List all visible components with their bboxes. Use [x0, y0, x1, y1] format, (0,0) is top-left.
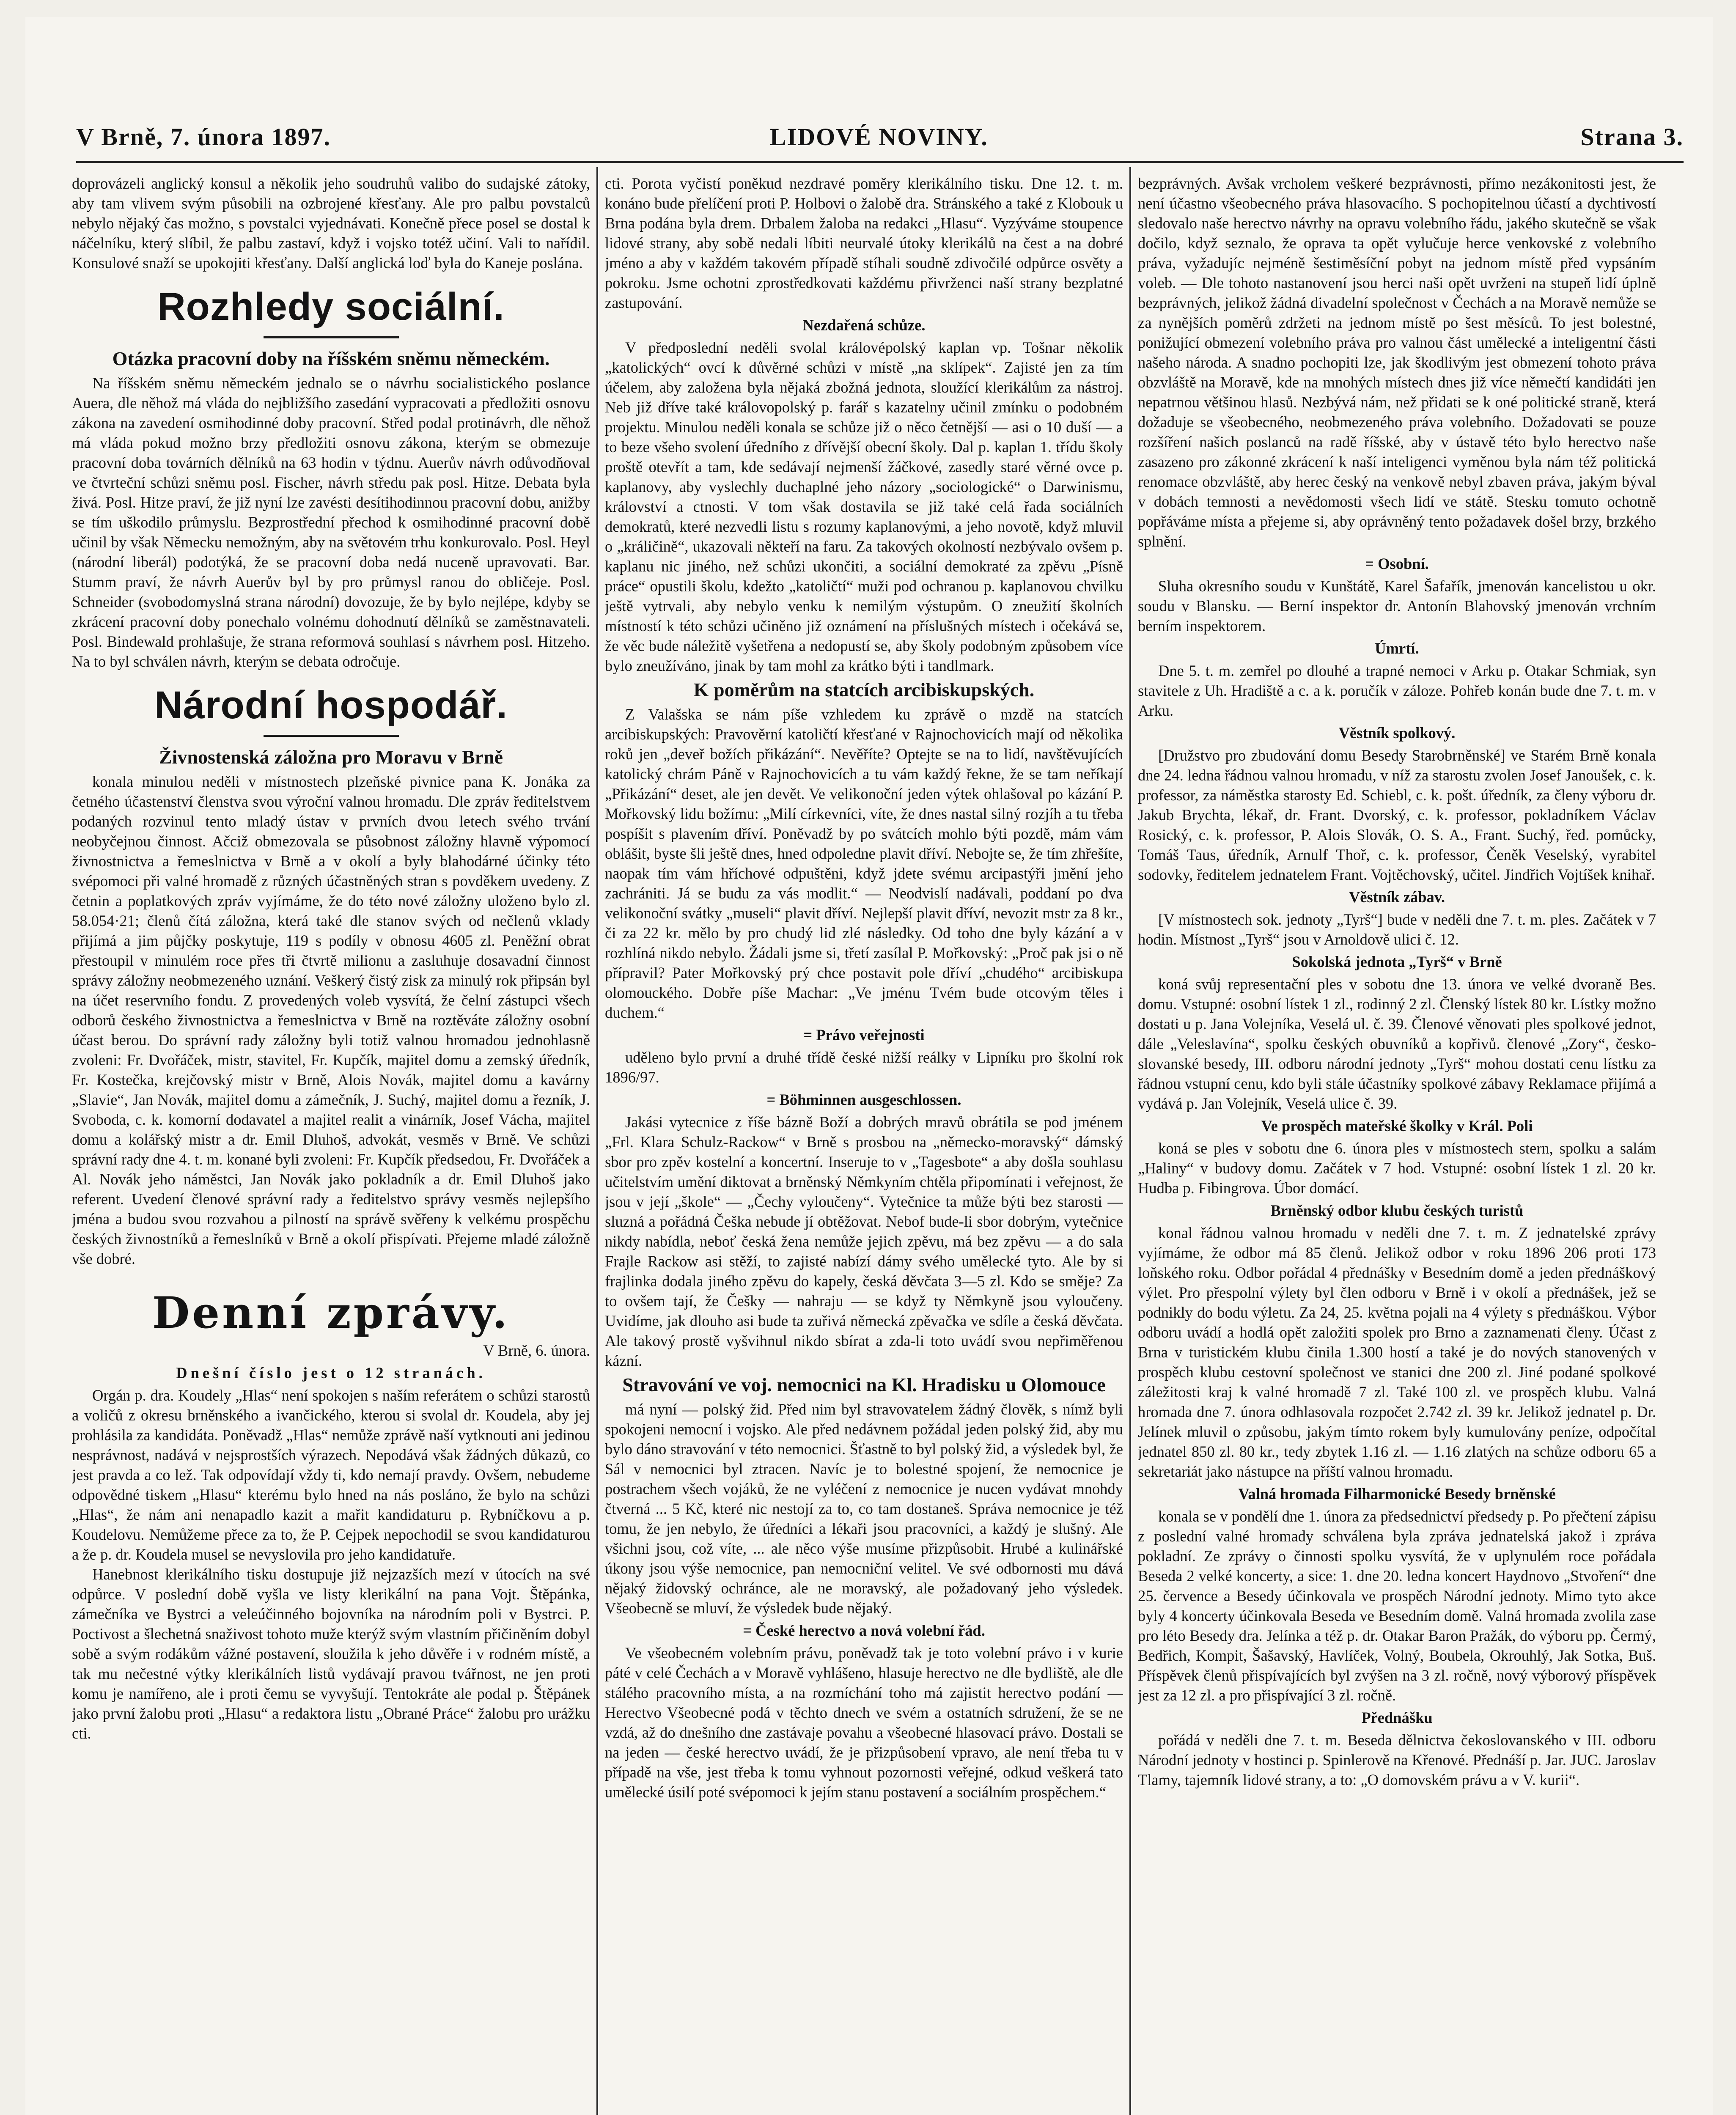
article-runin-heading: = České herectvo a nová volební řád.: [743, 1622, 985, 1639]
article-text: Orgán p. dra. Koudely „Hlas“ není spokojen s naším referátem o schůzi starostů a voličů z okresu brněnského a ivančického, kterou si svolal dr. Koudela, aby jej prohlásila za kandidáta. Poněvadž „Hlas“ nemůže zprávě naší vytknouti ani jedinou nesprávnost, nadává v nejsprostších výrazech. Nepodává však žádných důkazů, co jest pravda a co lež. Tak odpovídají vždy ti, kdo nemají pravdy. Ovšem, nebudeme odpovědné tiskem „Hlasu“ kterému bylo hned na nás posláno, že bylo na schůzi „Hlas“, že nám ani nenapadlo kazit a mařit kandidaturu p. Rybníčkovu a p. Koudelovu. Nemůžeme přece za to, že P. Cejpek nepochodil se svou kandidaturou a že p. dr. Koudela musel se nevyslovila pro jeho kandidatuře.: [72, 1387, 590, 1563]
section-heading: Rozhledy sociální.: [157, 285, 505, 328]
section-heading: Národní hospodář.: [154, 684, 508, 727]
section-heading: Denní zprávy.: [152, 1288, 510, 1338]
header-dateline: V Brně, 7. února 1897.: [76, 123, 331, 151]
column-1: [72, 173, 590, 2115]
article-text: Na říšském sněmu německém jednalo se o návrhu socialistického poslance Auera, dle něhož má vláda do nejbližšího zasedání vypracovati a předložiti osnovu zákona na zavedení osmihodinné doby pracovní. Střed podal protinávrh, dle něhož má vláda pokud možno brzy předložiti osnovu zákona, kterým se obmezuje pracovní doba továrních dělníků na 63 hodin v týdnu. Auerův návrh odůvodňoval ve čtvrteční schůzi sněmu posl. Fischer, návrh středu pak posl. Hitze. Debata byla živá. Posl. Hitze praví, že již nyní lze zavésti desítihodinnou pracovní dobu, anižby se tím uškodilo průmyslu. Bezprostřední přechod k osmihodinné pracovní době učinil by však Německu nemožným, aby na světovém trhu konkurovalo. Posl. Heyl (národní liberál) podotýká, že se pracovní doba nedá nuceně upravovati. Bar. Stumm praví, že návrh Auerův byl by pro průmysl ranou do obličeje. Posl. Schneider (svobodomyslná strana národní) dovozuje, že by bylo nejlépe, kdyby se zkrácení pracovní doby ponechalo volnému dohodnutí dělníků se zaměstnavateli. Posl. Bindewald prohlašuje, že strana reformová souhlasí s návrhem posl. Hitzeho. Na to byl schválen návrh, kterým se debata odročuje.: [72, 374, 590, 670]
article-runin-heading: Sokolská jednota „Tyrš“ v Brně: [1292, 953, 1502, 970]
article-text: konala se v pondělí dne 1. února za předsednictví předsedy p. Po přečtení zápisu z poslední valné hromady schválena byla zpráva jednatelská jakož i zpráva pokladní. Ze zprávy o činnosti spolku vysvítá, že v uplynulém roce pořádala Beseda 2 velké koncerty, a sice: 1. dne 20. ledna koncert Haydnovo „Stvoření“ dne 25. července a Besedy účinkovala ve prospěch Národní jednoty. Mimo tyto akce byly 4 koncerty účinkovala Beseda ve Besedním domě. Valná hromada zvolila zase pro léto Besedy dra. Jelínka a též p. dr. Otakar Baron Pražák, do výboru pp. Čermý, Bedřich, Kompit, Šašavský, Havlíček, Volný, Boubela, Okrouhlý, Jak Sotka, Buš. Příspěvek členů přispívajících byl zvýšen na 3 zl. ročně, nový výborový příspěvek jest za 12 zl. a pro přispívající 3 zl. ročně.: [1138, 1508, 1656, 1704]
article-runin-heading: = Právo veřejnosti: [803, 1026, 925, 1044]
article-text: [Družstvo pro zbudování domu Besedy Starobrněnské] ve Starém Brně konala dne 24. ledna řádnou valnou hromadu, v níž za starostu zvolen Josef Janoušek, c. k. professor, za náměstka starosty Ed. Schiebl, c. k. pošt. úředník, za členy výboru dr. Jakub Brychta, lékař, dr. Frant. Dvorský, c. k. professor, pokladníkem Václav Rosický, c. k. professor, P. Alois Slovák, O. S. A., Frant. Suchý, řed. pomůcky, Tomáš Taus, úředník, Arnulf Thoř, c. k. professor, Čeněk Veselský, vyrabitel sodovky, ředitelem jednatelem Frant. Vojtěchovský, učitel. Jindřich Vojtíšek knihař.: [1138, 747, 1656, 883]
article-text: bezprávných. Avšak vrcholem veškeré bezprávnosti, přímo nezákonitosti jest, že není účastno všeobecného práva hlasovacího. S pochopitelnou účastí a dychtivostí sledovalo naše herectvo návrhy na opravu volebního řádu, jakého skutečně se však dočilo, když seznalo, že oprava ta opět vylučuje herce venkovské z volebního práva, vyžadujíc nejméně šestiměsíční pobyt na jednom místě před vypsáním voleb. — Dle tohoto nastanovení jsou herci naši opět uvrženi na stupeň lidí úplně bezprávných, jelikož žádná divadelní společnost v Čechách a na Moravě nemůže se za nynějších poměrů zdržeti na jednom místě po šest měsíců. To jest bolestné, ponižující obmezení volebního práva pro valnou část umělecké a inteligentní části našeho národa. A snadno pochopiti lze, jak škodlivým jest obmezení tohoto práva obzvláště na Moravě, kde na mnohých místech dnes již více němečtí kandidáti jen nepatrnou většinou hlasů. Nezbývá nám, než přidati se k oné politické straně, která dožaduje se všeobecného, neobmezeného práva volebního. Dožadovati se pouze rozšíření našich poslanců na radě říšské, aby v ústavě této bylo herectvo naše zasazeno pro zákonné zkrácení k naší inteligenci vyměnou byla nám též politická renomace obzvláště, aby herec český na venkově nebyl zbaven práva, jakým býval v dobách temnosti a nevědomosti všech lidí ve státě. Stesku tomuto ochotně popřáváme místa a přejeme si, aby oprávněný tento požadavek došel brzy, brzkého splnění.: [1138, 175, 1656, 550]
article-runin-heading: Brněnský odbor klubu českých turistů: [1270, 1202, 1524, 1219]
heading-rule: [264, 735, 399, 737]
header-rule: [76, 161, 1684, 163]
article-text: konal řádnou valnou hromadu v neděli dne 7. t. m. Z jednatelské zprávy vyjímáme, že odbor má 85 členů. Jelikož odbor v roku 1896 206 proti 173 loňského roku. Odbor pořádal 4 přednášky v Besedním domě a jeden přednáškový výlet. Pro přespolní výlety byl člen odboru v Brně i v okolí a přednášek, jež se podnikly do bodu výletu. Za 24, 25. května pojali na 4 výlety s přednáškou. Výbor odboru uvádí a hodlá opět založiti spolek pro Brno a zaznamenati členy. Účast z Brna v turistickém klubu činila 1.300 hostí a také je do nových stanovených v prospěch klubu cestovní společnost ve stanici dne 200 zl. Jiné podané spolkové záležitosti kraj k valné hromadě 7 zl. Také 100 zl. ve prospěch klubu. Valná hromada dne 7. února odhlasovala rozpočet 2.742 zl. 39 kr. Jelikož jednatel p. Dr. Jelínek mluvil o způsobu, jakým tímto rokem byly kumulovány peníze, odpočítal jednatel 850 zl. 80 kr., tedy zbytek 1.16 zl. — 1.16 zlatých na schůze odboru 65 a sekretariát jako nástupce na příští valnou hromadu.: [1138, 1224, 1656, 1480]
column-divider: [596, 167, 598, 2115]
article-text: Jakási vytecnice z říše bázně Boží a dobrých mravů obrátila se pod jménem „Frl. Klara Schulz-Rackow“ v Brně s prosbou na „německo-moravský“ dámský sbor pro zpěv kostelní a koncertní. Inseruje to v „Tagesbote“ a aby došla souhlasu učitelstvím umění diktovat a brněnský Němkyním chtěla připomínati i veřejnost, že jsou v její „škole“ — „Čechy vyloučeny“. Vytečnice ta může býti bez starosti — sluzná a pořádná Češka nebude jí obtěžovat. Nebof bude-li sbor dobrým, vytečnice nikdy nabídla, neboť česká žena nemůže jejich zpěvu, má bez zpěvu — a do sala Frajle Rackow asi stěží, to zajisté nabízí dámy svého umělecké tyto. Ale by si frajlinka dodala jiného zpěvu do kapely, česká děvčata 3—5 zl. Kdo se směje? Za to ovšem tají, že Češky — nahraju — se když ty Němkyně jsou vyloučeny. Uvidíme, jak dlouho asi bude ta zuřivá německá zpěvačka ve sdíle a česká děvčata. Ale takový prostě vyšvihnul nikdo sbírat a zda-li toto uvádí svou nepřiměřenou kázní.: [605, 1113, 1123, 1369]
article-text: koná se ples v sobotu dne 6. února ples v místnostech stern, spolku a salám „Haliny“ v budovy domu. Začátek v 7 hod. Vstupné: osobní lístek 1 zl. 20 kr. Hudba p. Fibingrova. Úbor domácí.: [1138, 1140, 1656, 1197]
article-text: pořádá v neděli dne 7. t. m. Beseda dělnictva čekoslovanského v III. odboru Národní jednoty v hostinci p. Spinlerově na Křenové. Přednáší p. Jar. JUC. Jaroslav Tlamy, tajemník lidové strany, a to: „O domovském právu a v V. kurii“.: [1138, 1731, 1656, 1788]
article-runin-heading: Ve prospěch mateřské školky v Král. Poli: [1261, 1117, 1533, 1134]
article-runin-heading: Věstník spolkový.: [1338, 724, 1456, 742]
column-divider: [1129, 167, 1131, 2115]
article-text: Z Valašska se nám píše vzhledem ku zprávě o mzdě na statcích arcibiskupských: Pravověrní katoličtí křesťané v Rajnochovicích mají od několika roků jen „deveř božích přikázání“. Nevěříte? Optejte se na to lidí, navštěvujících katolický chrám Páně v Rajnochovicích a tu vám každý řekne, že se tam neříkají „Přikázání“ deset, ale jen devět. Ve velikonoční jeden výtek ohlašoval po kázání P. Mořkovský lidu božímu: „Milí církevníci, víte, že dnes nastal silný rozjíh a tu třeba pospíšit s plavením dříví. Poněvadž by po svátcích mohlo býti pozdě, mám vám oblášit, byste šli ještě dnes, hned odpoledne plavit dříví. Nebojte se, že tím zhřešíte, naopak tím vám hříchové odpuštěni, když jdete svému arcipastýři jmění jeho zachrániti. Já se budu za vás modlit.“ — Neodvislí nadávali, poddaní po dva velikonoční svátky „museli“ plavit dříví. Nejlepší plavit dříví, nevozit mstr za 8 kr., či za 22 kr. mělo by pro chudý lid zlé následky. Od toho dne byly kázání a v rozhlíná nikdo nebylo. Žádali jsme si, třetí zasílal P. Mořkovský: „Proč pak jsi o ně přípravil? Pater Mořkovský prý chce postavit pole dříví „chudého“ arcibiskupa olomouckého. Dobře píše Machar: „Ve jménu Tvém bude otcovým těles i duchem.“: [605, 706, 1123, 1021]
heading-rule: [264, 336, 399, 338]
article-subheading: Otázka pracovní doby na říšském sněmu německém.: [112, 348, 550, 369]
article-text: Sluha okresního soudu v Kunštátě, Karel Šafařík, jmenován kancelistou u okr. soudu v Blansku. — Berní inspektor dr. Antonín Blahovský jmenován vrchním berním inspektorem.: [1138, 577, 1656, 634]
article-text: Ve všeobecném volebním právu, poněvadž tak je toto volební právo i v kurie páté v celé Čechách a v Moravě vyhlášeno, hlasuje herectvo ne dle bydliště, ale dle stálého pracovního místa, a na rozmíchání toho má zajistit herectvo podání — Herectvo Všeobecné podá v těchto dnech ve svém a ostatních sdružení, že se ne vzdá, až do dnešního dne zastávaje povahu a všeobecné hlasovací právo. Dostali se na jeden — české herectvo uvádí, že je přizpůsobení vpravo, ale není třeba tu v případě na vše, jest třeba k tomu vyhnout pozornosti veřejné, odkud veškerá tato umělecké úsilí poté svépomoci k jejím stanu postavení a sociálním prospěchem.“: [605, 1644, 1123, 1801]
article-runin-heading: Valná hromada Filharmonické Besedy brněnské: [1238, 1485, 1556, 1502]
article-runin-heading: Nezdařená schůze.: [802, 316, 926, 334]
article-runin-heading: = Böhminnen ausgeschlossen.: [766, 1091, 961, 1108]
article-text: Dne 5. t. m. zemřel po dlouhé a trapné nemoci v Arku p. Otakar Schmiak, syn stavitele z Uh. Hradiště a c. a k. poručík v záloze. Pohřeb konán bude dne 7. t. m. v Arku.: [1138, 662, 1656, 719]
masthead-title: LIDOVÉ NOVINY.: [770, 123, 988, 151]
article-text: cti. Porota vyčistí poněkud nezdravé poměry klerikálního tisku. Dne 12. t. m. konáno bude přelíčení proti P. Holbovi o žalobě dra. Stránského a také z Klobouk u Brna podána byla drem. Drbalem žaloba na redakci „Hlasu“. Vyzýváme stoupence lidové strany, aby sobě nedali líbiti neurvalé útoky klerikálů na čest a na dobré jméno a aby v každém takovém případě stíhali soudně zdivočilé odpůrce osvěty a pokroku. Jsme ochotni zprostředkovati každému přivrženci naší strany bezplatné zastupování.: [605, 175, 1123, 311]
article-text: má nyní — polský žid. Před nim byl stravovatelem žádný člověk, s nímž byli spokojeni nemocní i vojsko. Ale před nedávnem požádal jeden polský žid, aby mu bylo dáno stravování v této nemocnici. Šťastně to byl polský žid, a výsledek byl, že Sál v nemocnici byl ztracen. Navíc je to bolestné spojení, že nemocnice je postrachem všech vojáků, že ne vyléčení z nemocnice je nucen vydávat mnohdy čtverná ... 5 Kč, které nic nestojí za to, co tam dostaneš. Správa nemocnice je též tomu, že jen nebylo, že úředníci a lékaři jsou pracovníci, a každý je slušný. Ale všichni jsou, což víte, ... ale něco výše musíme přizpůsobit. Hrubé a kulinářské úkony jsou výše nemocnice, pan nemocniční velitel. Ve své odbornosti mu dává nějaký židovský ochránce, ale ne moravský, ale požadovaný jeho výsledek. Všeobecně se mluví, že výsledek bude nějaký.: [605, 1401, 1123, 1617]
article-text: koná svůj representační ples v sobotu dne 13. února ve velké dvoraně Bes. domu. Vstupné: osobní lístek 1 zl., rodinný 2 zl. Členský lístek 80 kr. Lístky možno dostati u p. Jana Volejníka, Veselá ul. č. 39. Členové věnovati ples spolkové jednot, dále „Veleslavína“, spolku českých obuvníků a kopřivů. členové „Zory“, česko-slovanské besedy, III. odboru národní jednoty „Tyrš“ mohou dostati cenu lístku za řádnou vstupní cenu, kdo byli stále účastníky spolkové zábavy Reklamace přijímá a vydává p. Jan Volejník, Veselá ulice č. 39.: [1138, 975, 1656, 1112]
article-runin-heading: Věstník zábav.: [1349, 888, 1445, 906]
page-header: [76, 123, 1684, 157]
article-text: [V místnostech sok. jednoty „Tyrš“] bude v neděli dne 7. t. m. ples. Začátek v 7 hodin. Místnost „Tyrš“ jsou v Arnoldově ulici č. 12.: [1138, 911, 1656, 948]
dateline: V Brně, 6. února.: [483, 1342, 590, 1359]
column-2: [605, 173, 1123, 2115]
issue-note: Dnešní číslo jest o 12 stranách.: [176, 1364, 486, 1382]
article-runin-heading: Úmrtí.: [1375, 640, 1419, 657]
article-text: konala minulou neděli v místnostech plzeňské pivnice pana K. Jonáka za četného účastenství členstva svou výroční valnou hromadu. Dle zpráv ředitelstvem podaných rozvinul tento mladý ústav v prvních dvou letech svého trvání neobyčejnou činnost. Ačciž obmezovala se působnost záložny hlavně výpomocí živnostnictva a řemeslnictva v Brně a v okolí a byly blahodárné účinky této svépomoci při valné hromadě z různých účastněných stran s povděkem uvedeny. Z četnin a poplatkových zpráv vyjímáme, že do této nové záložny uloženo bylo zl. 58.054·21; členů čítá záložna, která také dle stanov svých od nečlenů vklady přijímá a jim půjčky poskytuje, 119 s podíly v obnosu 4605 zl. Peněžní obrat přestoupil v minulém roce přes tři čtvrtě milionu a zasluhuje dosavadní činnost správy záložny neobmezeného uznání. Veškerý čistý zisk za minulý rok připsán byl na účet reservního fondu. Z provedených voleb vysvítá, že čelní zástupci všech odborů českého živnostnictva a řemeslnictva v Brně na roztěváte záložny osobní účast berou. Do správní rady záložny byli totiž valnou hromadou jednohlasně zvoleni: Fr. Dvořáček, mistr, stavitel, Fr. Kupčík, majitel domu a zemský úředník, Fr. Kostečka, krejčovský mistr v Brně, Alois Novák, majitel domu a kavárny „Slavie“, Jan Novák, majitel domu a zámečník, J. Suchý, majitel domu a řezník, J. Svoboda, c. k. komorní dodavatel a majitel realit a vinárník, Josef Vácha, majitel domu a kolářský mistr a dr. Emil Dluhoš, advokát, vesměs v Brně. Ve schůzi správní rady dne 4. t. m. konané byli zvoleni: Fr. Kupčík předsedou, Fr. Dvořáček a Al. Novák jeho náměstci, Jan Novák jako pokladník a dr. Emil Dluhoš jako referent. Uvedení členové správní rady a ředitelstvo správy vesměs nejlepšího jména a budou svou rozvahou a pilností na správě svěřeny k velkému prospěchu českých živnostníků a řemeslníků v Brně a okolí přispívati. Přejeme mladé záložně vše dobré.: [72, 773, 590, 1267]
article-runin-heading: = Osobní.: [1365, 555, 1429, 572]
page-number: Strana 3.: [1580, 123, 1684, 151]
article-text: Hanebnost klerikálního tisku dostupuje již nejzazších mezí v útocích na své odpůrce. V poslední době vyšla ve listy klerikální na pana Vojt. Štěpánka, zámečníka ve Bystrci a veleúčinného bojovníka na národním poli v Bystrci. P. Poctivost a šlechetná snaživost tohoto muže kterýž svým vlastním přičiněním dobyl sobě a svým rodákům vážné postavení, sloužila k jeho důvěře i v rodném místě, a tak mu nečestné výtky klerikálních listů vydávají pravou tvářnost, ne jen proti komu je namířeno, ale i proti čemu se vyvyšují. Tentokráte ale podal p. Štěpánek jako první žalobu proti „Hlasu“ a redaktora listu „Obrané Práce“ žalobu pro urážku cti.: [72, 1566, 590, 1742]
article-runin-heading: Přednášku: [1361, 1709, 1433, 1726]
article-subheading: K poměrům na statcích arcibiskupských.: [693, 679, 1035, 700]
article-subheading: Živnostenská záložna pro Moravu v Brně: [159, 746, 503, 768]
article-subheading: Stravování ve voj. nemocnici na Kl. Hradisku u Olomouce: [622, 1374, 1106, 1395]
article-text: doprovázeli anglický konsul a několik jeho soudruhů valibo do sudajské zátoky, aby tam vlivem svým působili na ozbrojené křesťany. Ale pro palbu povstalců nebylo nějaký čas možno, s povstalci vyjednávati. Konečně přece posel se dostal k náčelníku, který slíbil, že palbu zastaví, když i vojsko totéž učiní. Vali to nařídil. Konsulové snaží se upokojiti křesťany. Další anglická loď byla do Kaneje poslána.: [72, 175, 590, 272]
article-text: uděleno bylo první a druhé třídě české nižší reálky v Lipníku pro školní rok 1896/97.: [605, 1049, 1123, 1086]
column-3: [1138, 173, 1656, 2115]
article-text: V předposlední neděli svolal královépolský kaplan vp. Tošnar několik „katolických“ ovcí k důvěrné schůzi v místě „na sklípek“. Zajisté jen za tím účelem, aby založena byla nějaká zbožná jednota, sloužící klerikálům za nástroj. Neb již dříve také královopolský p. farář s kazatelny učinil zmínku o podobném projektu. Minulou neděli konala se schůze již o něco četnější — asi o 10 duší — a to beze všeho svolení úředního z dřívější obecní školy. Dal p. kaplan 1. třídu školy proště otevřít a tam, kde sedávají nejmenší žáčkové, zasedly staré věrné ovce p. kaplanovy, aby vyslechly duchaplné jeho názory „sociologické“ o Darwinismu, království a ctnosti. V tom však dostavila se již také celá řada sociálních demokratů, které nezvedli listu s rozumy kaplanovými, a jeho novotě, když mluvil o „králičině“, ukazovali někteří na faru. Za takových okolností nezbývalo ovšem p. kaplanu nic jiného, než schůzi ukončiti, a sociální demokraté za zpěvu „Písně práce“ opustili školu, kdežto „katoličtí“ muži pod ochranou p. kaplanovou chvilku ještě vytrvali, aby nebylo venku k nemilým výstupům. O zneužití školních místností k této schůzi učiněno již oznámení na příslušných místech i očekává se, že věc bude náležitě vyšetřena a nedopustí se, aby školy podobným způsobem více bylo zneužíváno, jinak by tam mohl za krátko býti i tandlmark.: [605, 339, 1123, 674]
